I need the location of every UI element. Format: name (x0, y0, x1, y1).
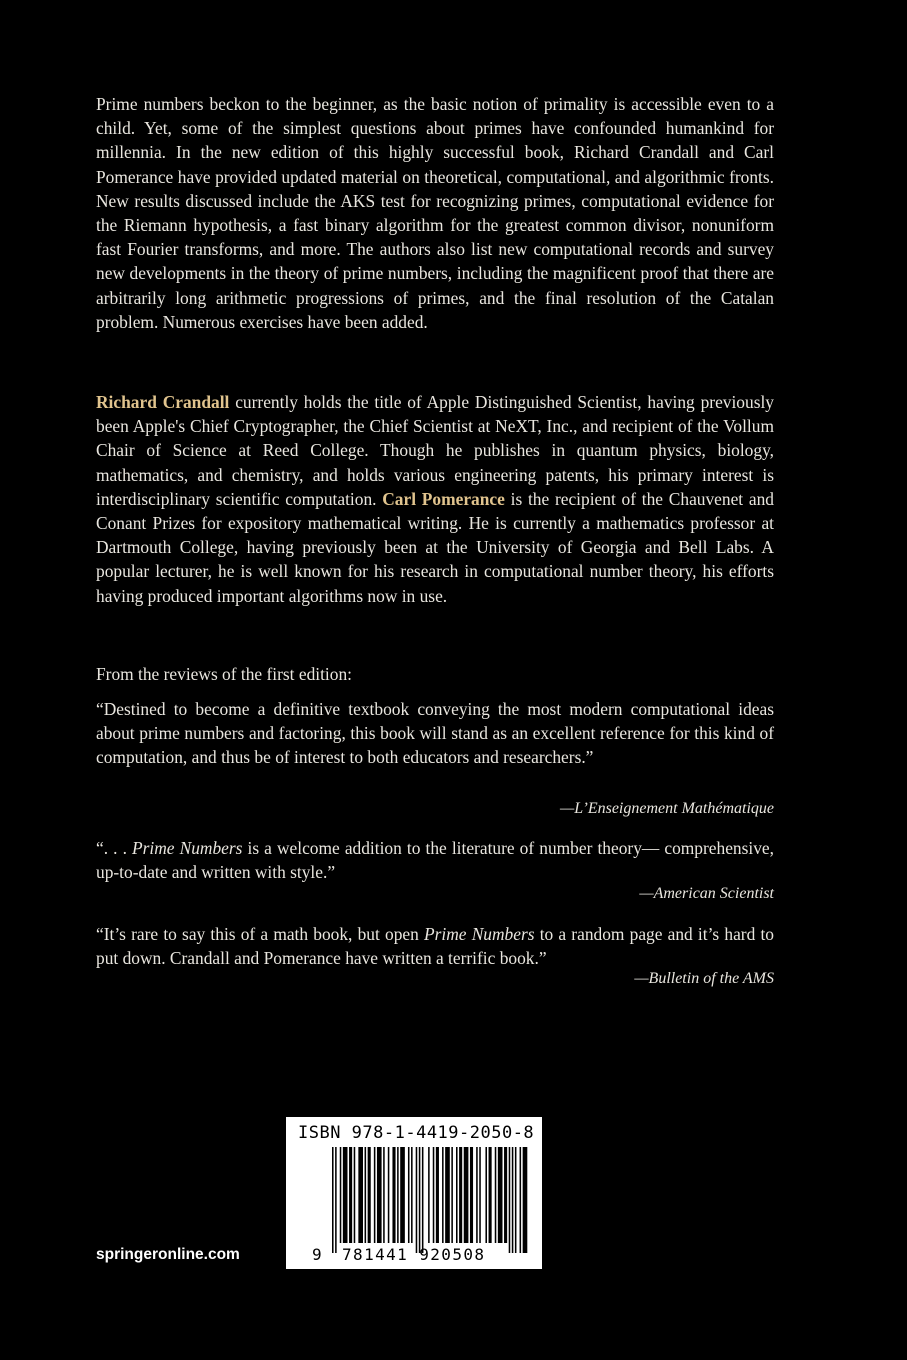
barcode-bar (349, 1147, 352, 1243)
barcode-bar (445, 1147, 450, 1243)
book-description (96, 92, 774, 334)
barcode-bar (509, 1147, 511, 1253)
ean-digits: 781441 920508 (342, 1245, 486, 1264)
barcode-bar (368, 1147, 371, 1243)
review-quote-3 (96, 922, 774, 970)
barcode-bar (335, 1147, 337, 1253)
author-name-crandall: Richard Crandall (96, 392, 230, 412)
barcode-bar (416, 1147, 418, 1253)
quote-2-text: is a welcome addition to the literature of number theory— comprehensive, up-to-date and written with style.” (96, 838, 774, 883)
pomerance-bio: is the recipient of the Chauvenet and Conant Prizes for expository mathematical writing. He is currently a mathematics professor at Dartmouth College, having previously been at the University of Georgia and Bell Labs. A popular lecturer, he is well known for his research in computational number theory, his efforts having produced important algorithms now in use. (96, 488, 774, 606)
barcode-bar (515, 1147, 517, 1253)
barcode-bar (504, 1147, 507, 1243)
barcode-bar (358, 1147, 363, 1243)
review-source-1: —L’Enseignement Mathématique (559, 800, 774, 817)
barcode-bar (428, 1147, 430, 1243)
quote-3-text: to a random page and it’s hard to put down. Crandall and Pomerance have written a terrific book.” (96, 924, 774, 969)
barcode-bar (411, 1147, 413, 1243)
review-source-3: —Bulletin of the AMS (634, 970, 774, 987)
barcode-bar (340, 1147, 342, 1243)
barcode-bars (332, 1147, 528, 1259)
barcode-bar (464, 1147, 469, 1243)
barcode-bar (365, 1147, 367, 1243)
barcode-bar (433, 1147, 435, 1243)
barcode-bar (442, 1147, 444, 1243)
barcode-bar (343, 1147, 348, 1243)
review-source-2: —American Scientist (639, 885, 774, 902)
barcode-bar (436, 1147, 439, 1243)
description-paragraph: Prime numbers beckon to the beginner, as the basic notion of primality is accessible even to a child. Yet, some of the simplest questions about primes have confounded humankind for millennia. In the new edition of this highly successful book, Richard Crandall and Carl Pomerance have provided updated material on theoretical, computational, and algorithmic fronts. New results discussed include the AKS test for recognizing primes, computational evidence for the Riemann hypothesis, a fast binary algorithm for the greatest common divisor, nonuniform fast Fourier transforms, and more. The authors also list new computational records and survey new developments in the theory of prime numbers, including the magnificent proof that there are arbitrarily long arithmetic progressions of primes, and the final resolution of the Catalan problem. Numerous exercises have been added. (96, 94, 774, 332)
quote-2-open: “. . . (96, 838, 133, 858)
ean-leading-digit: 9 (312, 1245, 322, 1264)
barcode-bar (476, 1147, 478, 1243)
barcode-bar (332, 1147, 334, 1253)
barcode-bar (397, 1147, 399, 1243)
barcode-bar (495, 1147, 497, 1243)
author-bio-paragraph (96, 390, 774, 608)
reviews-intro: From the reviews of the first edition: (96, 664, 352, 684)
barcode-bar (408, 1147, 410, 1243)
barcode-bar (523, 1147, 528, 1253)
publisher-website: springeronline.com (96, 1246, 240, 1263)
review-quote-2 (96, 836, 774, 884)
barcode-bar (388, 1147, 390, 1243)
barcode-bar (456, 1147, 458, 1243)
barcode-bar (498, 1147, 503, 1243)
isbn-label: ISBN 978-1-4419-2050-8 (298, 1123, 535, 1143)
barcode-bar (520, 1147, 522, 1253)
barcode-bar (400, 1147, 405, 1243)
barcode-bar (377, 1147, 382, 1243)
crandall-bio: currently holds the title of Apple Distinguished Scientist, having previously been Apple's Chief Cryptographer, the Chief Scientist at NeXT, Inc., and recipient of the Vollum Chair of Science at Reed College. Though he publishes in quantum physics, biology, mathematics, and chemistry, and holds various engineering patents, his primary interest is interdisciplinary scientific computation. (96, 392, 774, 509)
barcode-bar (383, 1147, 385, 1243)
author-name-pomerance: Carl Pomerance (382, 488, 505, 509)
barcode-bar (512, 1147, 514, 1253)
isbn-barcode (286, 1117, 542, 1269)
barcode-bar (479, 1147, 481, 1243)
barcode-bar (489, 1147, 492, 1243)
barcode-bar (419, 1147, 421, 1253)
author-bios (96, 390, 774, 608)
barcode-bar (470, 1147, 473, 1243)
quote-2-book-title: Prime Numbers (132, 838, 243, 858)
barcode-bar (354, 1147, 356, 1243)
barcode-bar (374, 1147, 376, 1243)
quote-3-book-title: Prime Numbers (424, 924, 535, 944)
barcode-bar (422, 1147, 424, 1253)
review-quote-1: “Destined to become a definitive textbook conveying the most modern computational ideas about prime numbers and factoring, this book will stand as an excellent reference for this kind of computation, and thus be of interest to both educators and researchers.” (96, 699, 774, 768)
barcode-bar (451, 1147, 453, 1243)
quote-3-open: “It’s rare to say this of a math book, but open (96, 924, 424, 944)
barcode-bar (392, 1147, 395, 1243)
barcode-bar (485, 1147, 487, 1243)
barcode-bar (459, 1147, 462, 1243)
